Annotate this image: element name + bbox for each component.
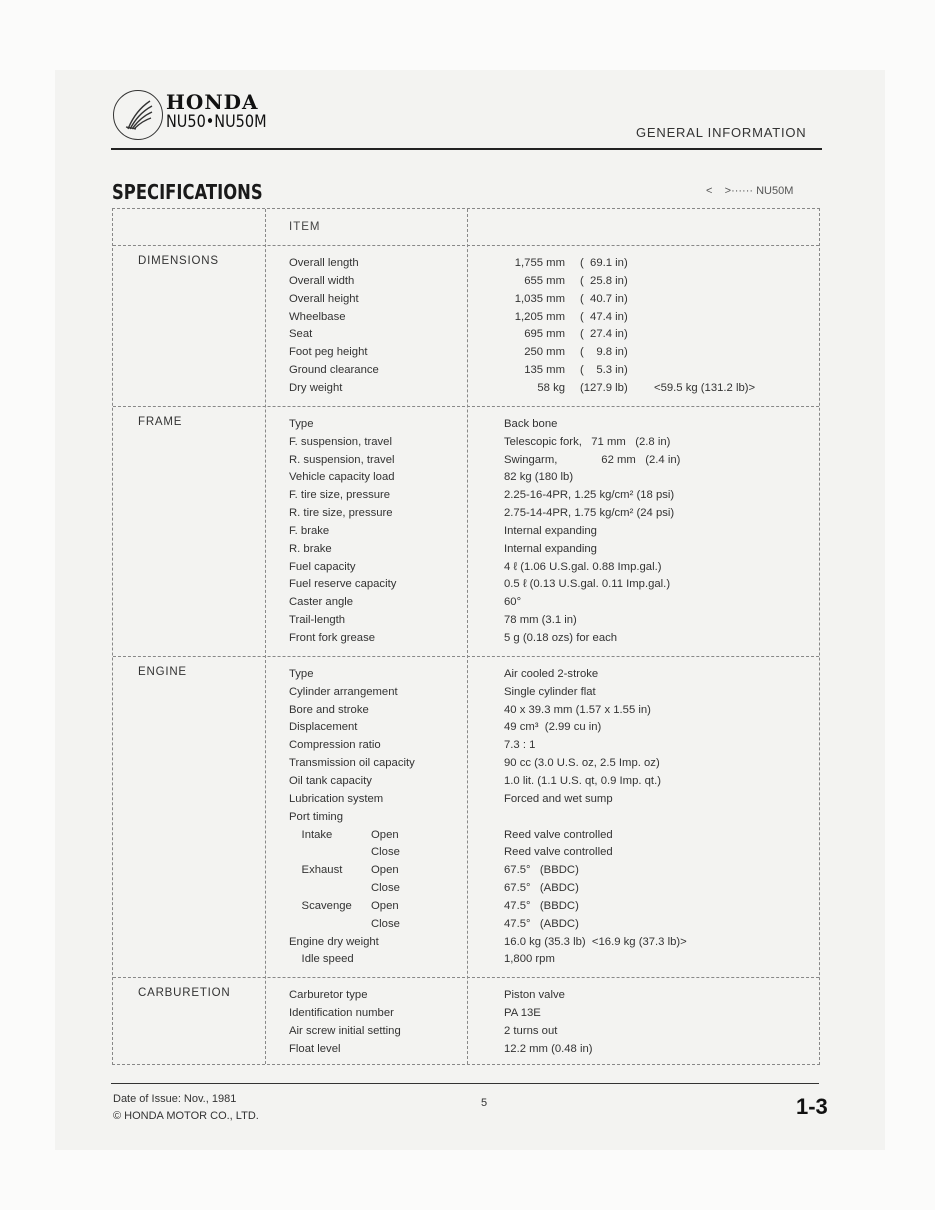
spec-value-metric: 135 mm bbox=[524, 364, 565, 377]
spec-subitem: Open bbox=[371, 828, 399, 841]
spec-value: 4 ℓ (1.06 U.S.gal. 0.88 Imp.gal.) bbox=[504, 560, 662, 573]
spec-value: Air cooled 2-stroke bbox=[504, 667, 599, 680]
spec-row bbox=[113, 468, 819, 486]
spec-item: Dry weight bbox=[289, 381, 343, 394]
sheet-number: 5 bbox=[481, 1097, 488, 1109]
spec-row bbox=[113, 790, 819, 808]
spec-item: Type bbox=[289, 417, 314, 430]
spec-value: Internal expanding bbox=[504, 542, 597, 555]
spec-row bbox=[113, 290, 819, 308]
specifications-table bbox=[112, 208, 820, 1065]
spec-subitem: Open bbox=[371, 864, 399, 877]
category-label: ENGINE bbox=[138, 665, 187, 678]
spec-row bbox=[113, 379, 819, 397]
spec-value-nu50m: <59.5 kg (131.2 lb)> bbox=[654, 381, 756, 394]
category-label: DIMENSIONS bbox=[138, 255, 219, 267]
spec-row bbox=[113, 754, 819, 772]
spec-value: 90 cc (3.0 U.S. oz, 2.5 Imp. oz) bbox=[504, 757, 660, 770]
spec-value: 1.0 lit. (1.1 U.S. qt, 0.9 Imp. qt.) bbox=[504, 774, 661, 787]
spec-row bbox=[113, 1040, 819, 1058]
spec-item: Wheelbase bbox=[289, 310, 346, 323]
spec-item: Idle speed bbox=[289, 953, 354, 966]
spec-value-imperial: ( 25.8 in) bbox=[580, 274, 628, 287]
header-rule bbox=[111, 148, 822, 150]
spec-row bbox=[113, 593, 819, 611]
spec-value-imperial: ( 69.1 in) bbox=[580, 257, 628, 269]
spec-item: Caster angle bbox=[289, 596, 354, 609]
spec-row bbox=[113, 343, 819, 361]
spec-row bbox=[113, 254, 819, 272]
spec-value: PA 13E bbox=[504, 1007, 541, 1020]
spec-row bbox=[113, 879, 819, 897]
spec-value: 5 g (0.18 ozs) for each bbox=[504, 632, 618, 644]
spec-value-metric: 1,035 mm bbox=[514, 292, 565, 305]
spec-row bbox=[113, 843, 819, 861]
spec-item: Overall height bbox=[289, 292, 359, 305]
spec-item: Ground clearance bbox=[289, 364, 379, 377]
spec-item: Intake bbox=[289, 828, 333, 841]
spec-value-metric: 695 mm bbox=[524, 328, 565, 341]
spec-item: Carburetor type bbox=[289, 989, 368, 1002]
spec-row bbox=[113, 558, 819, 576]
spec-value: 7.3 : 1 bbox=[504, 739, 536, 752]
spec-value-imperial: ( 47.4 in) bbox=[580, 310, 628, 323]
spec-row bbox=[113, 486, 819, 504]
spec-item: Compression ratio bbox=[289, 739, 381, 752]
spec-subitem: Close bbox=[371, 882, 400, 895]
spec-row bbox=[113, 986, 819, 1004]
spec-item: Fuel reserve capacity bbox=[289, 578, 397, 591]
spec-value: 40 x 39.3 mm (1.57 x 1.55 in) bbox=[504, 703, 651, 716]
spec-row bbox=[113, 415, 819, 433]
spec-value: Internal expanding bbox=[504, 524, 597, 537]
spec-item: Bore and stroke bbox=[289, 703, 369, 716]
spec-item: Foot peg height bbox=[289, 346, 368, 359]
spec-row bbox=[113, 808, 819, 826]
spec-item: F. suspension, travel bbox=[289, 435, 392, 448]
spec-value: 16.0 kg (35.3 lb) <16.9 kg (37.3 lb)> bbox=[504, 935, 687, 948]
spec-item: Oil tank capacity bbox=[289, 774, 372, 787]
spec-item: Scavenge bbox=[289, 899, 352, 912]
item-header: ITEM bbox=[289, 221, 321, 233]
spec-value-imperial: ( 5.3 in) bbox=[580, 364, 628, 377]
spec-row bbox=[113, 522, 819, 540]
row-divider bbox=[113, 245, 819, 246]
spec-item: Seat bbox=[289, 328, 313, 341]
spec-value: 2 turns out bbox=[504, 1025, 558, 1037]
spec-item: Identification number bbox=[289, 1007, 394, 1020]
section-title: GENERAL INFORMATION bbox=[636, 125, 807, 140]
spec-value: 78 mm (3.1 in) bbox=[504, 614, 577, 627]
spec-value-metric: 1,205 mm bbox=[514, 310, 565, 323]
spec-row bbox=[113, 950, 819, 968]
spec-value: 67.5° (ABDC) bbox=[504, 882, 579, 895]
category-label: CARBURETION bbox=[138, 987, 231, 1000]
spec-item: Overall width bbox=[289, 274, 355, 287]
spec-value: 2.25-16-4PR, 1.25 kg/cm² (18 psi) bbox=[504, 489, 675, 502]
model-name: NU50•NU50M bbox=[166, 112, 267, 132]
spec-value: 0.5 ℓ (0.13 U.S.gal. 0.11 Imp.gal.) bbox=[504, 578, 671, 591]
spec-value: Back bone bbox=[504, 417, 558, 430]
spec-row bbox=[113, 629, 819, 647]
spec-value: 2.75-14-4PR, 1.75 kg/cm² (24 psi) bbox=[504, 507, 675, 520]
spec-value: 1,800 rpm bbox=[504, 953, 555, 966]
spec-item: F. brake bbox=[289, 524, 330, 537]
brand-name: HONDA bbox=[166, 90, 259, 114]
spec-item: Engine dry weight bbox=[289, 935, 379, 948]
page-number: 1-3 bbox=[796, 1094, 828, 1119]
spec-value: Swingarm, 62 mm (2.4 in) bbox=[504, 453, 681, 466]
spec-value: Reed valve controlled bbox=[504, 846, 613, 859]
row-divider bbox=[113, 977, 819, 978]
spec-subitem: Close bbox=[371, 917, 400, 930]
spec-value: 47.5° (BBDC) bbox=[504, 899, 579, 912]
spec-value-imperial: ( 40.7 in) bbox=[580, 292, 628, 305]
spec-row bbox=[113, 736, 819, 754]
spec-row bbox=[113, 683, 819, 701]
spec-row bbox=[113, 361, 819, 379]
footer-rule bbox=[111, 1083, 819, 1084]
spec-item: Lubrication system bbox=[289, 792, 384, 805]
spec-value: 82 kg (180 lb) bbox=[504, 471, 574, 484]
issue-date: Date of Issue: Nov., 1981 bbox=[113, 1093, 237, 1105]
spec-item: Cylinder arrangement bbox=[289, 685, 398, 698]
spec-item: Trail-length bbox=[289, 614, 346, 627]
spec-value: 47.5° (ABDC) bbox=[504, 917, 579, 930]
category-label: FRAME bbox=[138, 415, 183, 428]
spec-row bbox=[113, 272, 819, 290]
spec-item: Exhaust bbox=[289, 864, 343, 877]
spec-value-imperial: (127.9 lb) bbox=[580, 381, 628, 394]
spec-value: 60° bbox=[504, 596, 522, 609]
spec-row bbox=[113, 861, 819, 879]
page-title: SPECIFICATIONS bbox=[112, 180, 263, 204]
spec-subitem: Close bbox=[371, 846, 400, 859]
spec-item: Front fork grease bbox=[289, 632, 376, 644]
spec-row bbox=[113, 933, 819, 951]
row-divider bbox=[113, 406, 819, 407]
spec-value: 49 cm³ (2.99 cu in) bbox=[504, 721, 602, 734]
spec-row bbox=[113, 504, 819, 522]
spec-value-imperial: ( 9.8 in) bbox=[580, 346, 628, 359]
row-divider bbox=[113, 656, 819, 657]
model-legend: < >······ NU50M bbox=[706, 185, 794, 197]
spec-subitem: Open bbox=[371, 899, 399, 912]
spec-row bbox=[113, 915, 819, 933]
spec-item: Port timing bbox=[289, 810, 343, 823]
spec-item: Transmission oil capacity bbox=[289, 757, 415, 770]
spec-item: Fuel capacity bbox=[289, 560, 356, 573]
spec-item: F. tire size, pressure bbox=[289, 489, 391, 502]
spec-value: Single cylinder flat bbox=[504, 685, 596, 698]
spec-row bbox=[113, 325, 819, 343]
spec-item: Float level bbox=[289, 1042, 341, 1055]
spec-value-metric: 250 mm bbox=[524, 346, 565, 359]
spec-row bbox=[113, 826, 819, 844]
spec-row bbox=[113, 897, 819, 915]
spec-item: Overall length bbox=[289, 257, 359, 269]
spec-item: R. brake bbox=[289, 542, 332, 555]
spec-item: Type bbox=[289, 667, 314, 680]
spec-value: 12.2 mm (0.48 in) bbox=[504, 1042, 593, 1055]
copyright: © HONDA MOTOR CO., LTD. bbox=[113, 1110, 259, 1122]
spec-value-imperial: ( 27.4 in) bbox=[580, 328, 628, 341]
spec-row bbox=[113, 772, 819, 790]
spec-row bbox=[113, 665, 819, 683]
spec-row bbox=[113, 611, 819, 629]
spec-row bbox=[113, 433, 819, 451]
spec-value-metric: 58 kg bbox=[537, 381, 565, 394]
spec-row bbox=[113, 718, 819, 736]
spec-item: R. tire size, pressure bbox=[289, 507, 393, 520]
spec-row bbox=[113, 1004, 819, 1022]
spec-item: R. suspension, travel bbox=[289, 453, 395, 466]
spec-row bbox=[113, 1022, 819, 1040]
spec-item: Air screw initial setting bbox=[289, 1025, 401, 1037]
spec-value: Piston valve bbox=[504, 989, 565, 1002]
spec-value: 67.5° (BBDC) bbox=[504, 864, 579, 877]
spec-value: Forced and wet sump bbox=[504, 792, 613, 805]
spec-row bbox=[113, 701, 819, 719]
spec-row bbox=[113, 308, 819, 326]
spec-value: Telescopic fork, 71 mm (2.8 in) bbox=[504, 435, 671, 448]
spec-value-metric: 1,755 mm bbox=[514, 257, 565, 269]
spec-value: Reed valve controlled bbox=[504, 828, 613, 841]
spec-item: Vehicle capacity load bbox=[289, 471, 395, 484]
spec-row bbox=[113, 575, 819, 593]
honda-wing-logo bbox=[113, 90, 163, 140]
spec-row bbox=[113, 540, 819, 558]
spec-row bbox=[113, 451, 819, 469]
spec-item: Displacement bbox=[289, 721, 358, 734]
spec-value-metric: 655 mm bbox=[524, 274, 565, 287]
